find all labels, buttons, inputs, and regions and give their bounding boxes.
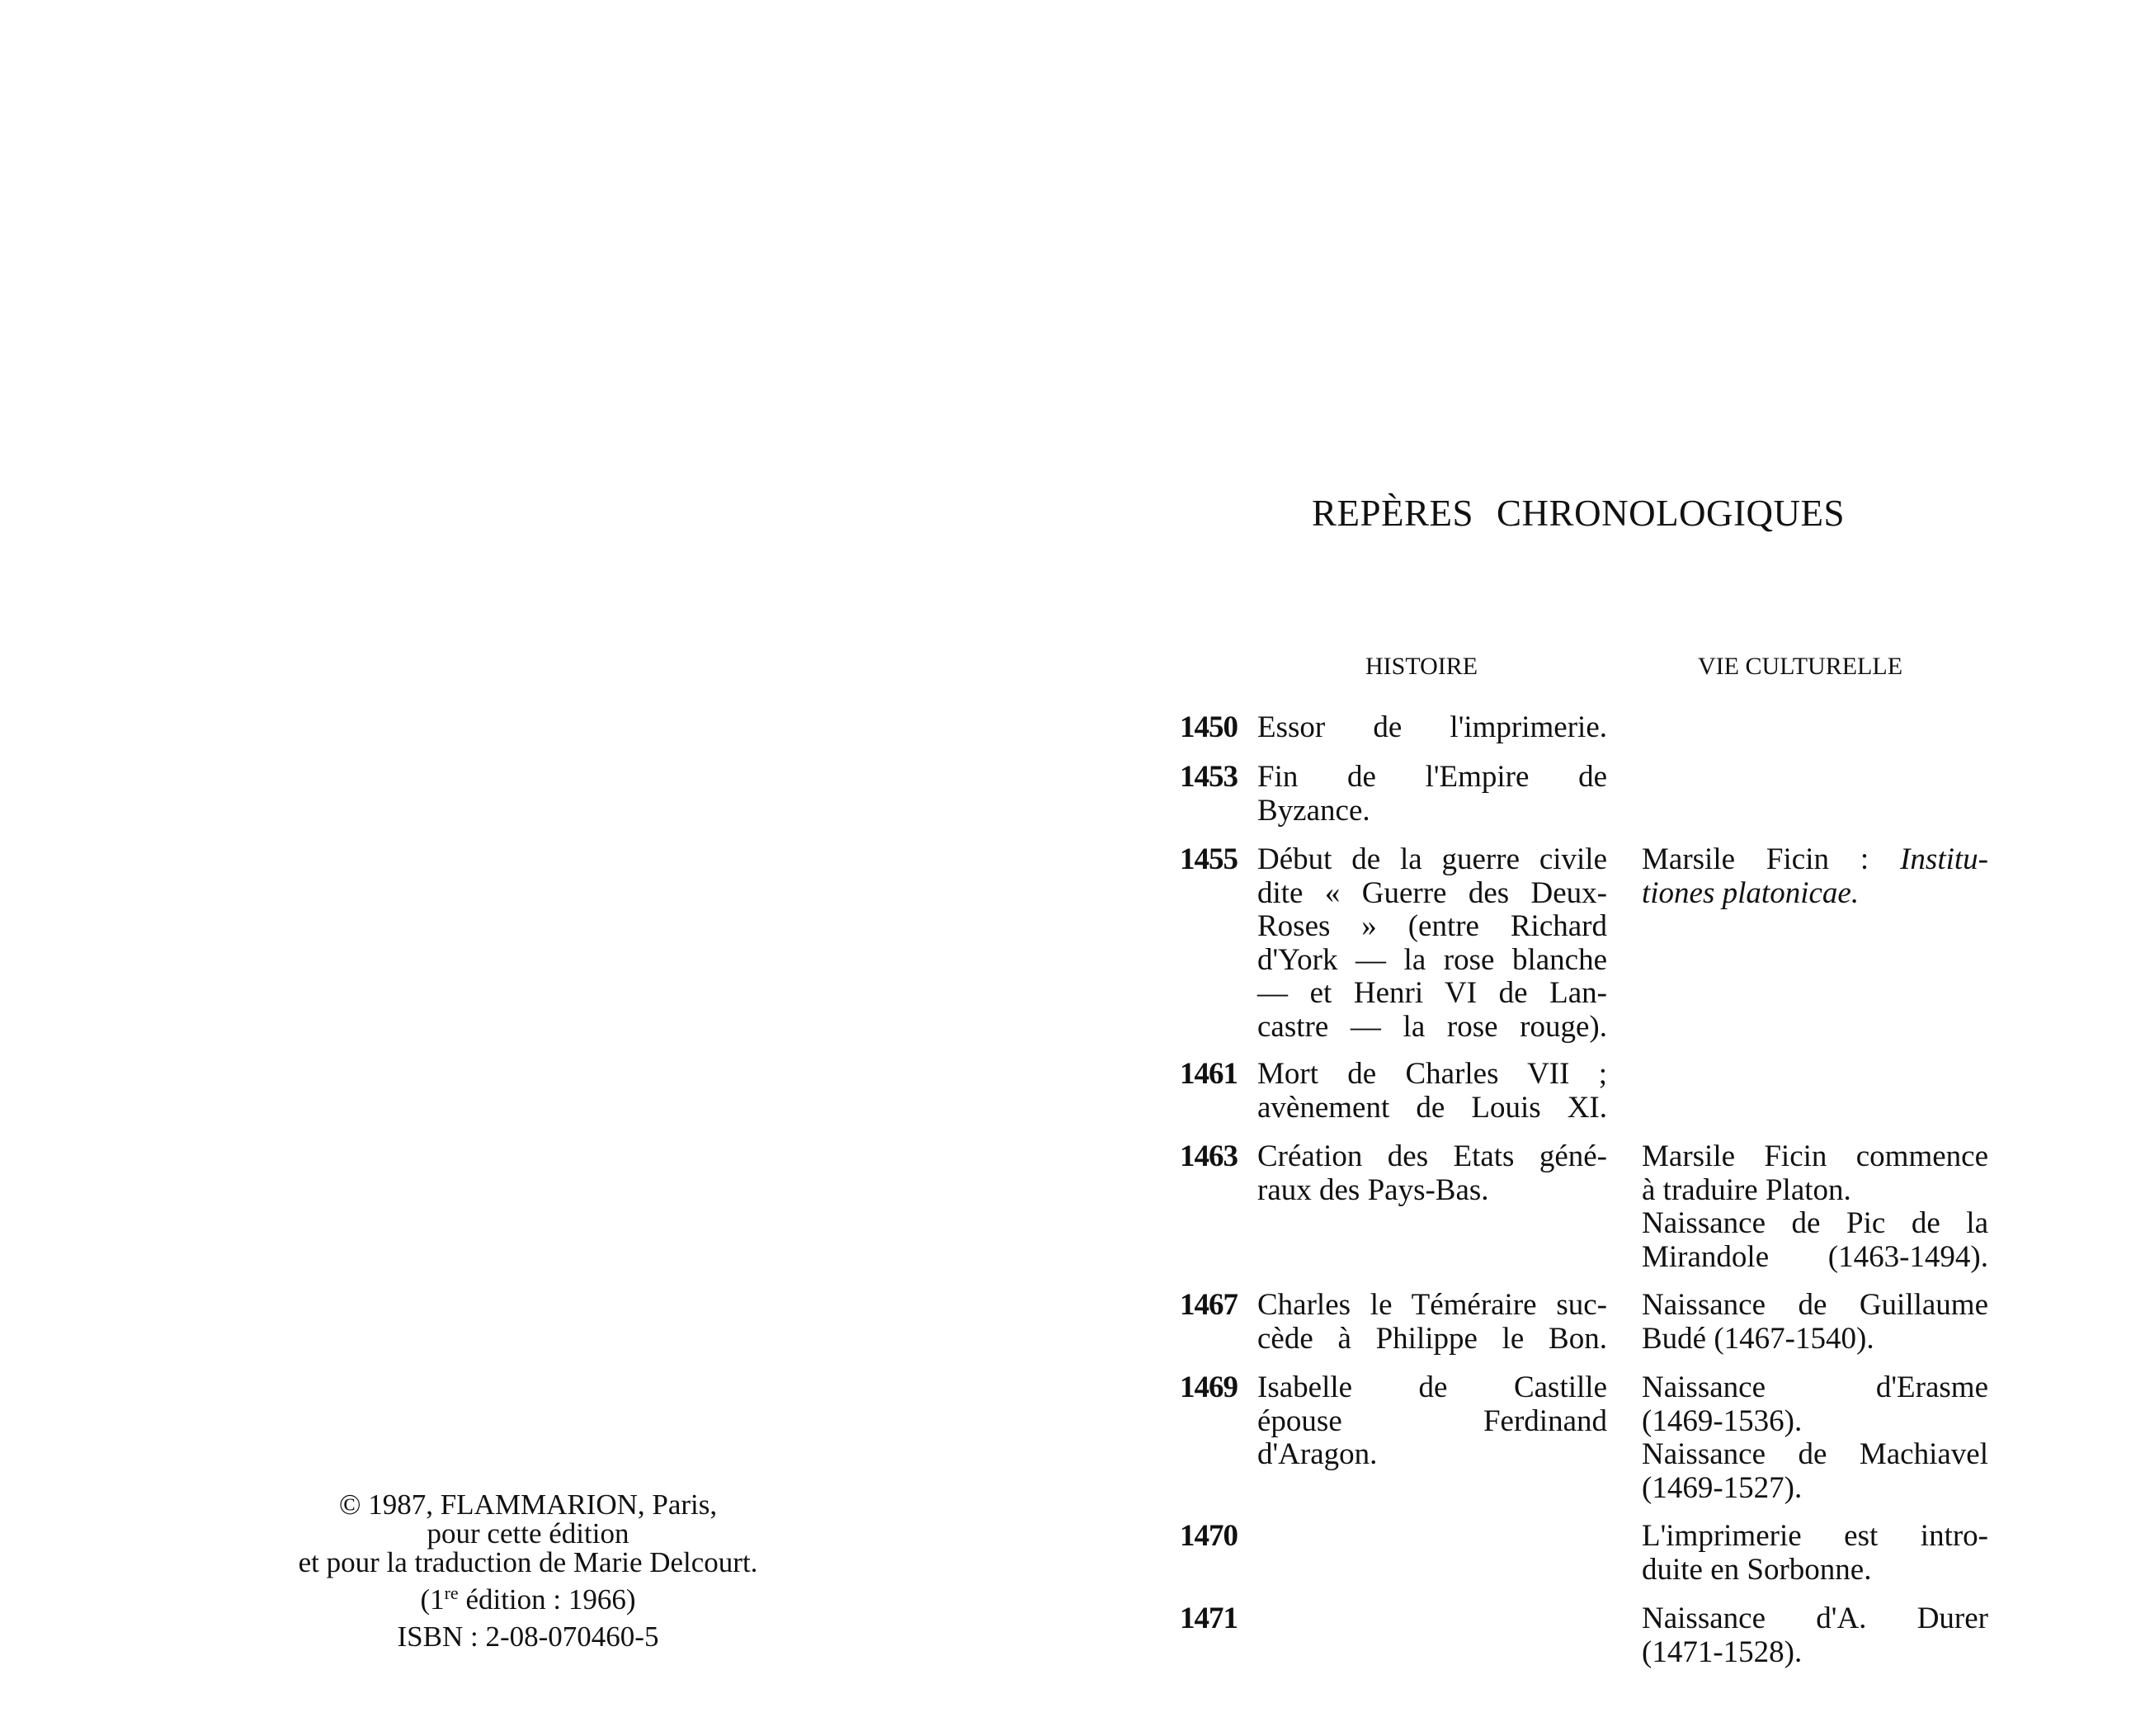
text-line: Naissance de Pic de la <box>1642 1206 1988 1240</box>
entry-histoire <box>1257 711 1607 745</box>
first-edition-superscript: re <box>444 1583 459 1603</box>
entry-culture <box>1642 1520 1988 1587</box>
text-line: Budé (1467-1540). <box>1642 1321 1874 1356</box>
text-line: — et Henri VI de Lan- <box>1257 976 1607 1010</box>
text-line: castre — la rose rouge). <box>1257 1009 1607 1044</box>
text-line: Isabelle de Castille <box>1257 1370 1607 1404</box>
entry-year: 1471 <box>1180 1602 1238 1635</box>
text-line: épouse Ferdinand <box>1257 1403 1607 1438</box>
entry-culture <box>1642 1602 1988 1669</box>
text-line: Charles le Téméraire suc- <box>1257 1288 1607 1322</box>
entry-year: 1450 <box>1180 710 1238 744</box>
entry-histoire <box>1257 1289 1607 1356</box>
text-line: Roses » (entre Richard <box>1257 909 1607 943</box>
text-line: (1471-1528). <box>1642 1635 1803 1669</box>
copyright-translation-note: et pour la traduction de Marie Delcourt. <box>298 1546 758 1578</box>
entry-culture <box>1642 1289 1988 1356</box>
entry-year: 1469 <box>1180 1370 1238 1404</box>
text-line: Mirandole (1463-1494). <box>1642 1239 1988 1274</box>
text-line: Byzance. <box>1257 793 1370 828</box>
entry-histoire <box>1257 1140 1607 1207</box>
column-header-histoire: HISTOIRE <box>1365 653 1478 680</box>
first-edition-prefix: (1 <box>420 1583 445 1616</box>
first-edition-suffix: édition : 1966) <box>458 1583 636 1616</box>
text-line: Essor de l'imprimerie. <box>1257 710 1607 744</box>
first-edition-note <box>248 1585 809 1614</box>
entry-year: 1470 <box>1180 1519 1238 1553</box>
entry-culture <box>1642 1371 1988 1505</box>
text-line: L'imprimerie est intro- <box>1642 1519 1988 1553</box>
text-line: Création des Etats géné- <box>1257 1139 1607 1173</box>
entry-culture <box>1642 1140 1988 1274</box>
entry-year: 1461 <box>1180 1057 1238 1091</box>
entry-histoire <box>1257 1371 1607 1472</box>
text-line: duite en Sorbonne. <box>1642 1552 1872 1587</box>
text-line: cède à Philippe le Bon. <box>1257 1321 1607 1356</box>
text-line: raux des Pays-Bas. <box>1257 1172 1489 1207</box>
text-line: Début de la guerre civile <box>1257 842 1607 876</box>
copyright-edition-note: pour cette édition <box>427 1517 629 1550</box>
text-line: (1469-1527). <box>1642 1470 1803 1505</box>
entry-year: 1453 <box>1180 760 1238 794</box>
entry-year: 1467 <box>1180 1288 1238 1322</box>
text-line: Fin de l'Empire de <box>1257 760 1607 794</box>
text-line: Marsile Ficin commence <box>1642 1139 1988 1173</box>
page-title-word: REPÈRES <box>1312 493 1474 534</box>
entry-culture <box>1642 843 1988 910</box>
entry-histoire <box>1257 1058 1607 1125</box>
text-line: à traduire Platon. <box>1642 1172 1851 1207</box>
text-line: Mort de Charles VII ; <box>1257 1057 1607 1091</box>
text-roman: Marsile Ficin : <box>1642 842 1901 876</box>
text-line: dite « Guerre des Deux- <box>1257 875 1607 910</box>
text-italic: Institu- <box>1900 842 1988 876</box>
text-line: d'Aragon. <box>1257 1437 1378 1471</box>
entry-histoire <box>1257 843 1607 1044</box>
entry-histoire <box>1257 761 1607 828</box>
copyright-line: © 1987, FLAMMARION, Paris, <box>338 1488 718 1521</box>
text-line: Naissance d'A. Durer <box>1642 1602 1988 1635</box>
entry-year: 1463 <box>1180 1139 1238 1173</box>
isbn: ISBN : 2-08-070460-5 <box>397 1620 659 1653</box>
text-line: Naissance de Guillaume <box>1642 1288 1988 1322</box>
text-line: tiones platonicae. <box>1642 875 1860 910</box>
column-header-culture: VIE CULTURELLE <box>1698 653 1903 680</box>
text-line: d'York — la rose blanche <box>1257 942 1607 977</box>
text-line: (1469-1536). <box>1642 1403 1803 1438</box>
text-line: avènement de Louis XI. <box>1257 1090 1607 1125</box>
text-line: Naissance d'Erasme <box>1642 1370 1988 1404</box>
text-line: Naissance de Machiavel <box>1642 1437 1988 1471</box>
entry-year: 1455 <box>1180 842 1238 876</box>
copyright-block <box>248 1490 809 1651</box>
text-line <box>1642 843 1988 877</box>
page-title <box>1312 492 1845 535</box>
page-title-word: CHRONOLOGIQUES <box>1497 493 1846 534</box>
